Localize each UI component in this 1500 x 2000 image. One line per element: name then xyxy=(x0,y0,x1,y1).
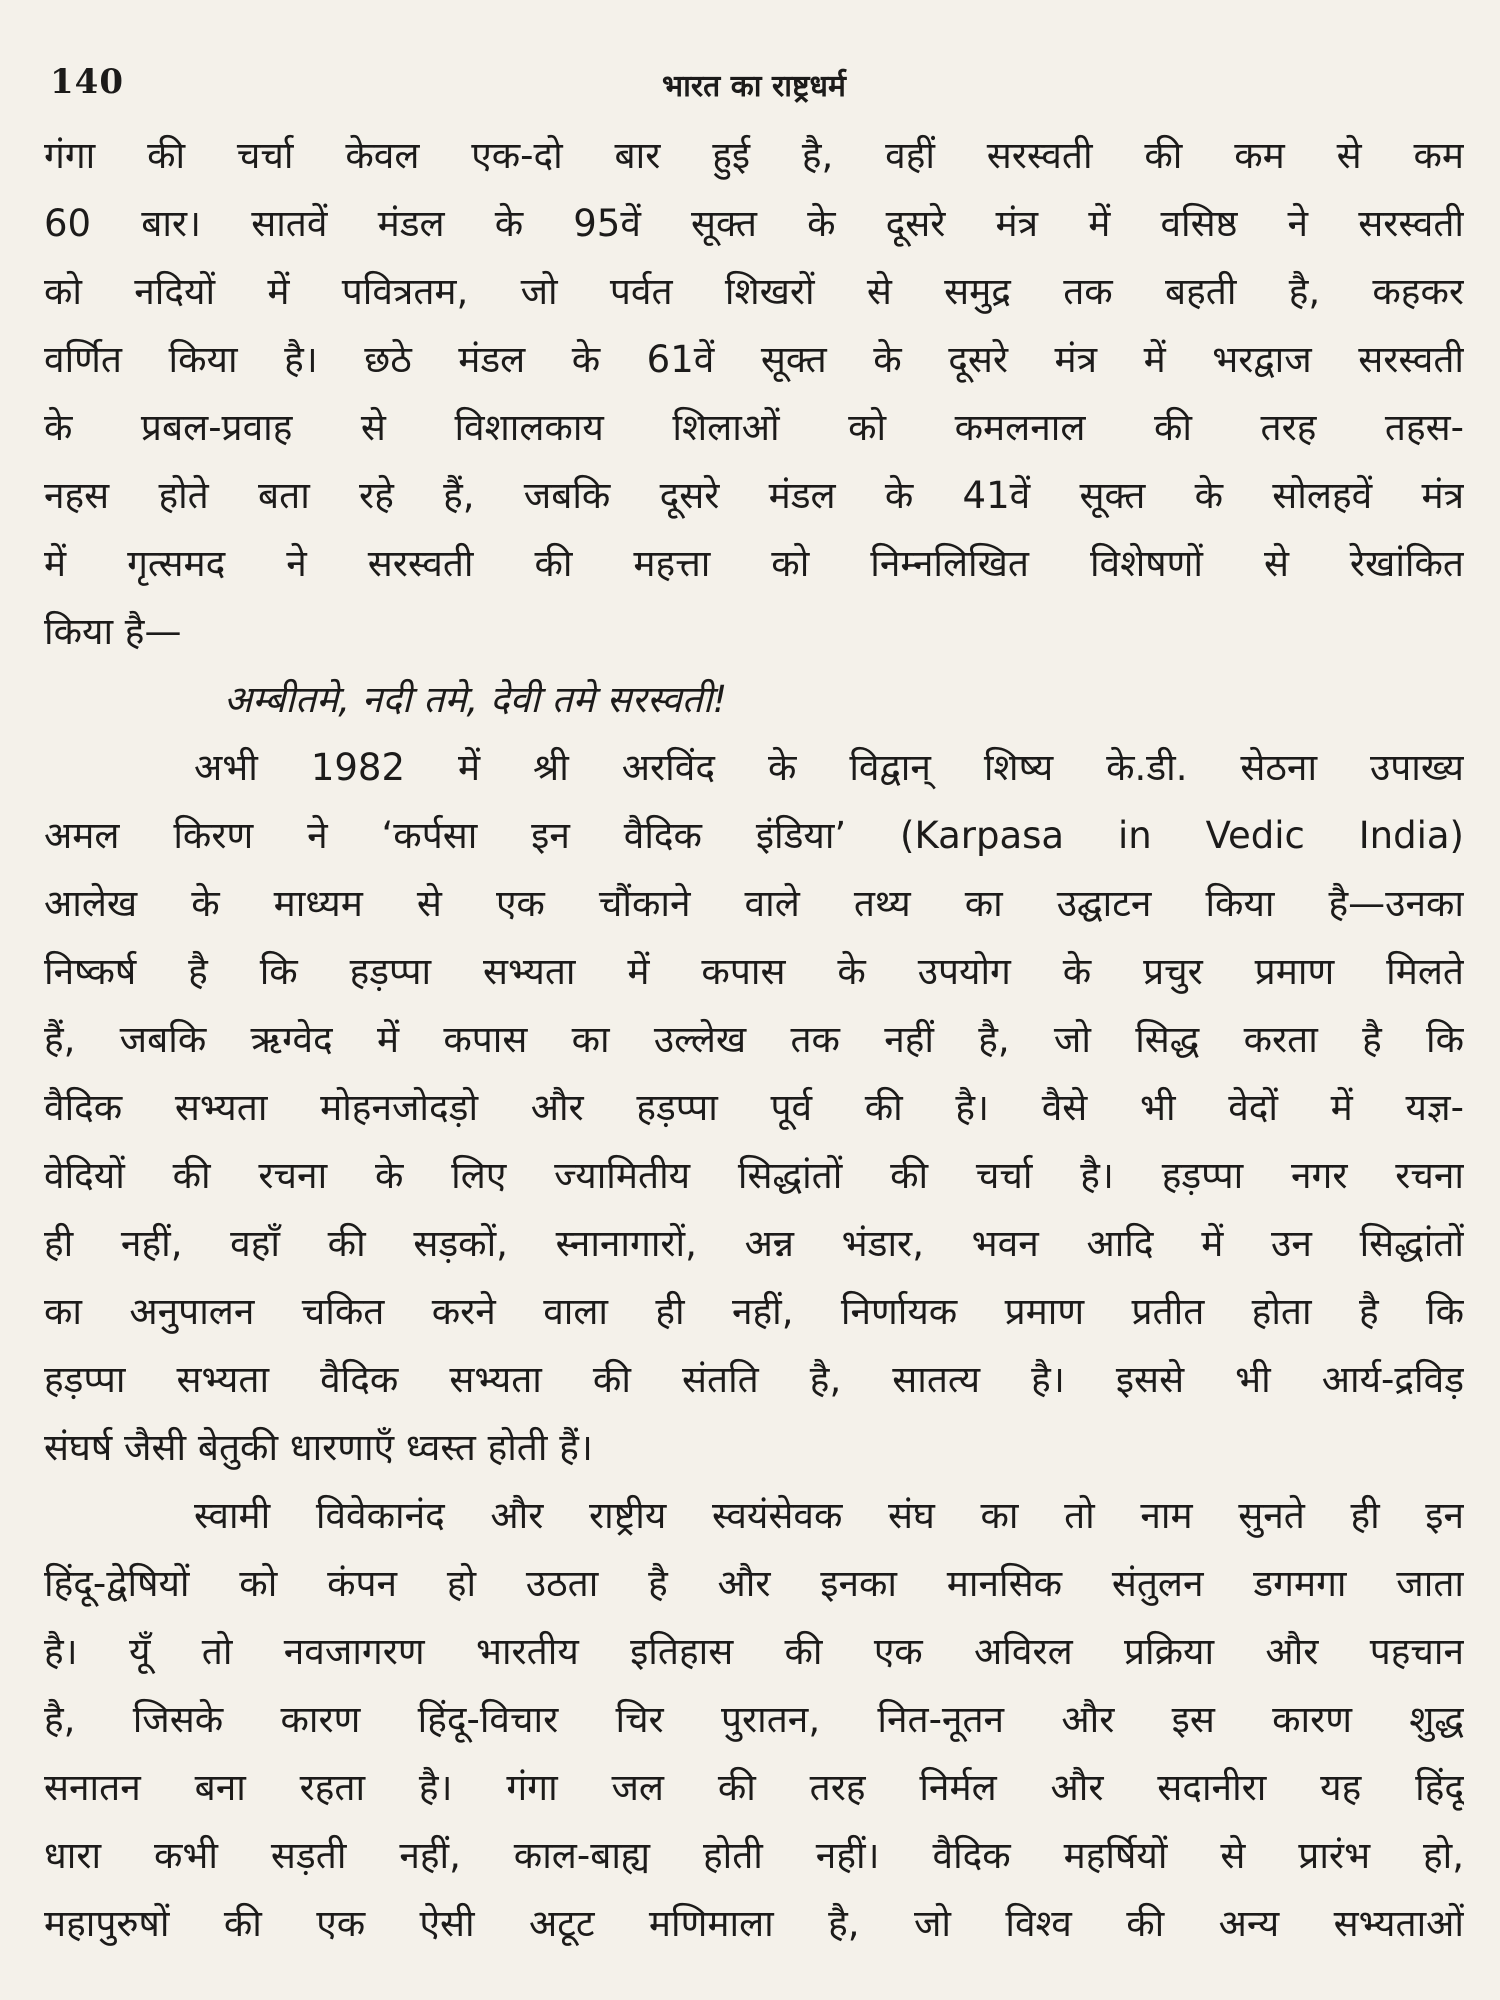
paragraph-start-line: स्वामी विवेकानंद और राष्ट्रीय स्वयंसेवक संघ का तो नाम सुनते ही इन xyxy=(194,1494,1464,1537)
text-line: संघर्ष जैसी बेतुकी धारणाएँ ध्वस्त होती हैं। xyxy=(44,1426,593,1469)
text-line: वैदिक सभ्यता मोहनजोदड़ो और हड़प्पा पूर्व की है। वैसे भी वेदों में यज्ञ- xyxy=(44,1086,1464,1129)
text-line: का अनुपालन चकित करने वाला ही नहीं, निर्णायक प्रमाण प्रतीत होता है कि xyxy=(44,1290,1464,1333)
text-line: के प्रबल-प्रवाह से विशालकाय शिलाओं को कमलनाल की तरह तहस- xyxy=(44,406,1464,449)
text-line: अमल किरण ने ‘कर्पसा इन वैदिक इंडिया’ (Karpasa in Vedic India) xyxy=(44,814,1464,857)
book-title: भारत का राष्ट्रधर्म xyxy=(662,69,846,104)
text-line: हैं, जबकि ऋग्वेद में कपास का उल्लेख तक नहीं है, जो सिद्ध करता है कि xyxy=(44,1018,1464,1061)
text-line: है। यूँ तो नवजागरण भारतीय इतिहास की एक अविरल प्रक्रिया और पहचान xyxy=(44,1630,1464,1673)
text-line: धारा कभी सड़ती नहीं, काल-बाह्य होती नहीं। वैदिक महर्षियों से प्रारंभ हो, xyxy=(44,1834,1464,1877)
text-line: वर्णित किया है। छठे मंडल के 61वें सूक्त के दूसरे मंत्र में भरद्वाज सरस्वती xyxy=(44,338,1464,381)
text-line: 60 बार। सातवें मंडल के 95वें सूक्त के दूसरे मंत्र में वसिष्ठ ने सरस्वती xyxy=(44,202,1464,245)
text-line: किया है— xyxy=(44,610,182,653)
text-line: में गृत्समद ने सरस्वती की महत्ता को निम्नलिखित विशेषणों से रेखांकित xyxy=(44,542,1464,585)
text-line: ही नहीं, वहाँ की सड़कों, स्नानागारों, अन्न भंडार, भवन आदि में उन सिद्धांतों xyxy=(44,1222,1464,1265)
text-line: है, जिसके कारण हिंदू-विचार चिर पुरातन, नित-नूतन और इस कारण शुद्ध xyxy=(44,1698,1464,1741)
text-line: हड़प्पा सभ्यता वैदिक सभ्यता की संतति है, सातत्य है। इससे भी आर्य-द्रविड़ xyxy=(44,1358,1464,1401)
text-line: वेदियों की रचना के लिए ज्यामितीय सिद्धांतों की चर्चा है। हड़प्पा नगर रचना xyxy=(44,1154,1464,1197)
running-head xyxy=(44,40,1464,122)
paragraph-start-line: अभी 1982 में श्री अरविंद के विद्वान् शिष्य के.डी. सेठना उपाख्य xyxy=(194,746,1464,789)
body-text xyxy=(44,122,1464,1958)
verse-quote: अम्बीतमे, नदी तमे, देवी तमे सरस्वती! xyxy=(224,678,728,721)
text-line: हिंदू-द्वेषियों को कंपन हो उठता है और इनका मानसिक संतुलन डगमगा जाता xyxy=(44,1562,1464,1605)
text-line: नहस होते बता रहे हैं, जबकि दूसरे मंडल के 41वें सूक्त के सोलहवें मंत्र xyxy=(44,474,1464,517)
text-line: निष्कर्ष है कि हड़प्पा सभ्यता में कपास के उपयोग के प्रचुर प्रमाण मिलते xyxy=(44,950,1464,993)
text-line: महापुरुषों की एक ऐसी अटूट मणिमाला है, जो विश्व की अन्य सभ्यताओं xyxy=(44,1902,1464,1945)
book-page xyxy=(44,40,1464,1970)
text-line: आलेख के माध्यम से एक चौंकाने वाले तथ्य का उद्घाटन किया है—उनका xyxy=(44,882,1464,925)
text-line: गंगा की चर्चा केवल एक-दो बार हुई है, वहीं सरस्वती की कम से कम xyxy=(44,134,1464,177)
text-line: को नदियों में पवित्रतम, जो पर्वत शिखरों से समुद्र तक बहती है, कहकर xyxy=(44,270,1464,313)
page-number: 140 xyxy=(50,62,124,102)
text-line: सनातन बना रहता है। गंगा जल की तरह निर्मल और सदानीरा यह हिंदू xyxy=(44,1766,1464,1809)
